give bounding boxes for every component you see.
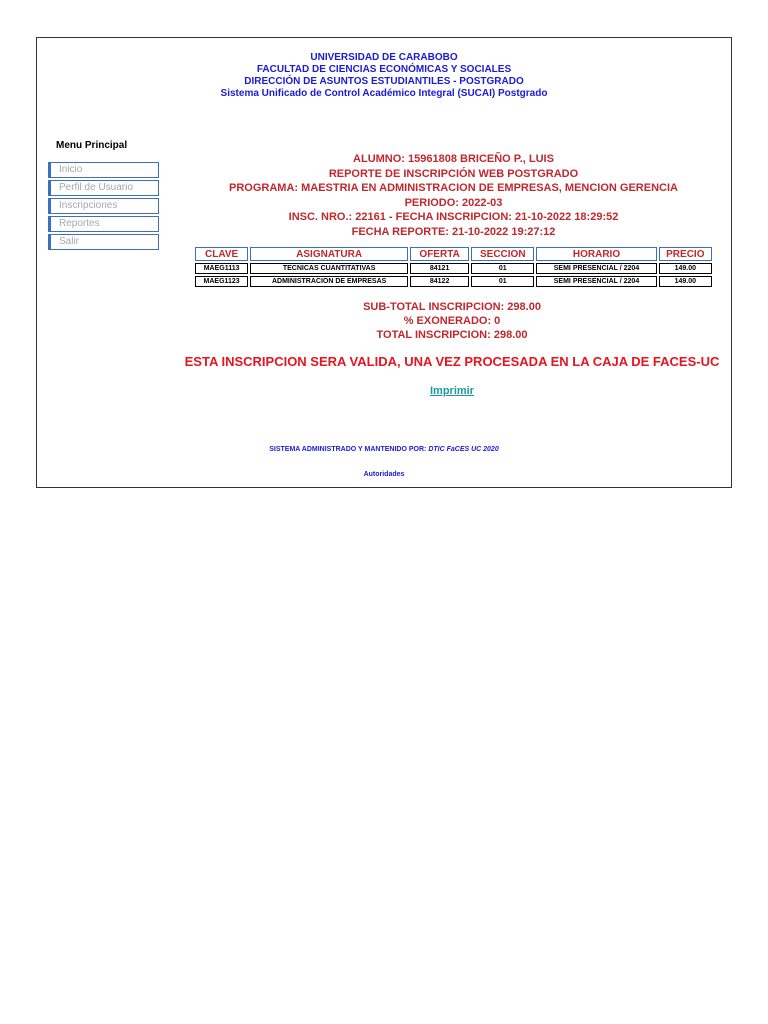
department-name: DIRECCIÓN DE ASUNTOS ESTUDIANTILES - POSTGRADO: [244, 76, 524, 87]
cell-oferta: 84122: [410, 276, 469, 287]
footer-admin-prefix: SISTEMA ADMINISTRADO Y MANTENIDO POR:: [269, 446, 429, 453]
menu-item-salir[interactable]: Salir: [48, 234, 159, 250]
subtotal: SUB-TOTAL INSCRIPCION: 298.00: [363, 301, 541, 313]
cell-horario: SEMI PRESENCIAL / 2204: [536, 276, 656, 287]
menu-item-inicio[interactable]: Inicio: [48, 162, 159, 178]
system-name: Sistema Unificado de Control Académico Integral (SUCAI) Postgrado: [220, 88, 548, 99]
autoridades-link[interactable]: Autoridades: [363, 471, 405, 478]
university-name: UNIVERSIDAD DE CARABOBO: [310, 52, 458, 63]
column-header-horario: HORARIO: [536, 247, 656, 261]
student-info: [0, 152, 768, 239]
cell-seccion: 01: [471, 263, 534, 274]
column-header-seccion: SECCION: [471, 247, 534, 261]
column-header-oferta: OFERTA: [410, 247, 469, 261]
cell-oferta: 84121: [410, 263, 469, 274]
cell-horario: SEMI PRESENCIAL / 2204: [536, 263, 656, 274]
program-name: PROGRAMA: MAESTRIA EN ADMINISTRACION DE EMPRESAS, MENCION GERENCIA: [229, 182, 678, 194]
footer-admin: [0, 446, 768, 453]
faculty-name: FACULTAD DE CIENCIAS ECONÓMICAS Y SOCIALES: [256, 64, 512, 75]
table-row: [195, 276, 712, 287]
cell-asignatura: TECNICAS CUANTITATIVAS: [250, 263, 408, 274]
courses-table: [193, 245, 714, 289]
page-header: [0, 52, 768, 100]
column-header-clave: CLAVE: [195, 247, 248, 261]
report-title: REPORTE DE INSCRIPCIÓN WEB POSTGRADO: [328, 167, 579, 180]
print-link-container: [0, 385, 768, 397]
exonerado: % EXONERADO: 0: [403, 315, 501, 327]
total: TOTAL INSCRIPCION: 298.00: [376, 329, 528, 341]
report-date: FECHA REPORTE: 21-10-2022 19:27:12: [351, 225, 556, 238]
inscription-number: INSC. NRO.: 22161 - FECHA INSCRIPCION: 21-10-2022 18:29:52: [288, 211, 619, 223]
cell-clave: MAEG1113: [195, 263, 248, 274]
totals-block: [0, 300, 768, 342]
footer-admin-name: DTIC FaCES UC 2020: [428, 446, 499, 453]
column-header-precio: PRECIO: [659, 247, 712, 261]
cell-precio: 149.00: [659, 263, 712, 274]
menu-item-perfil-de-usuario[interactable]: Perfil de Usuario: [48, 180, 159, 196]
cell-seccion: 01: [471, 276, 534, 287]
cell-clave: MAEG1123: [195, 276, 248, 287]
validity-warning: ESTA INSCRIPCION SERA VALIDA, UNA VEZ PROCESADA EN LA CAJA DE FACES-UC: [184, 354, 720, 369]
table-row: [195, 263, 712, 274]
student-name: ALUMNO: 15961808 BRICEÑO P., LUIS: [353, 153, 554, 165]
print-link[interactable]: Imprimir: [429, 385, 474, 397]
table-header-row: [195, 247, 712, 261]
menu-title: Menu Principal: [56, 140, 128, 151]
period: PERIODO: 2022-03: [404, 196, 503, 209]
menu-item-reportes[interactable]: Reportes: [48, 216, 159, 232]
column-header-asignatura: ASIGNATURA: [250, 247, 408, 261]
footer-autoridades: [0, 471, 768, 478]
cell-asignatura: ADMINISTRACION DE EMPRESAS: [250, 276, 408, 287]
menu-item-inscripciones[interactable]: Inscripciones: [48, 198, 159, 214]
cell-precio: 149.00: [659, 276, 712, 287]
